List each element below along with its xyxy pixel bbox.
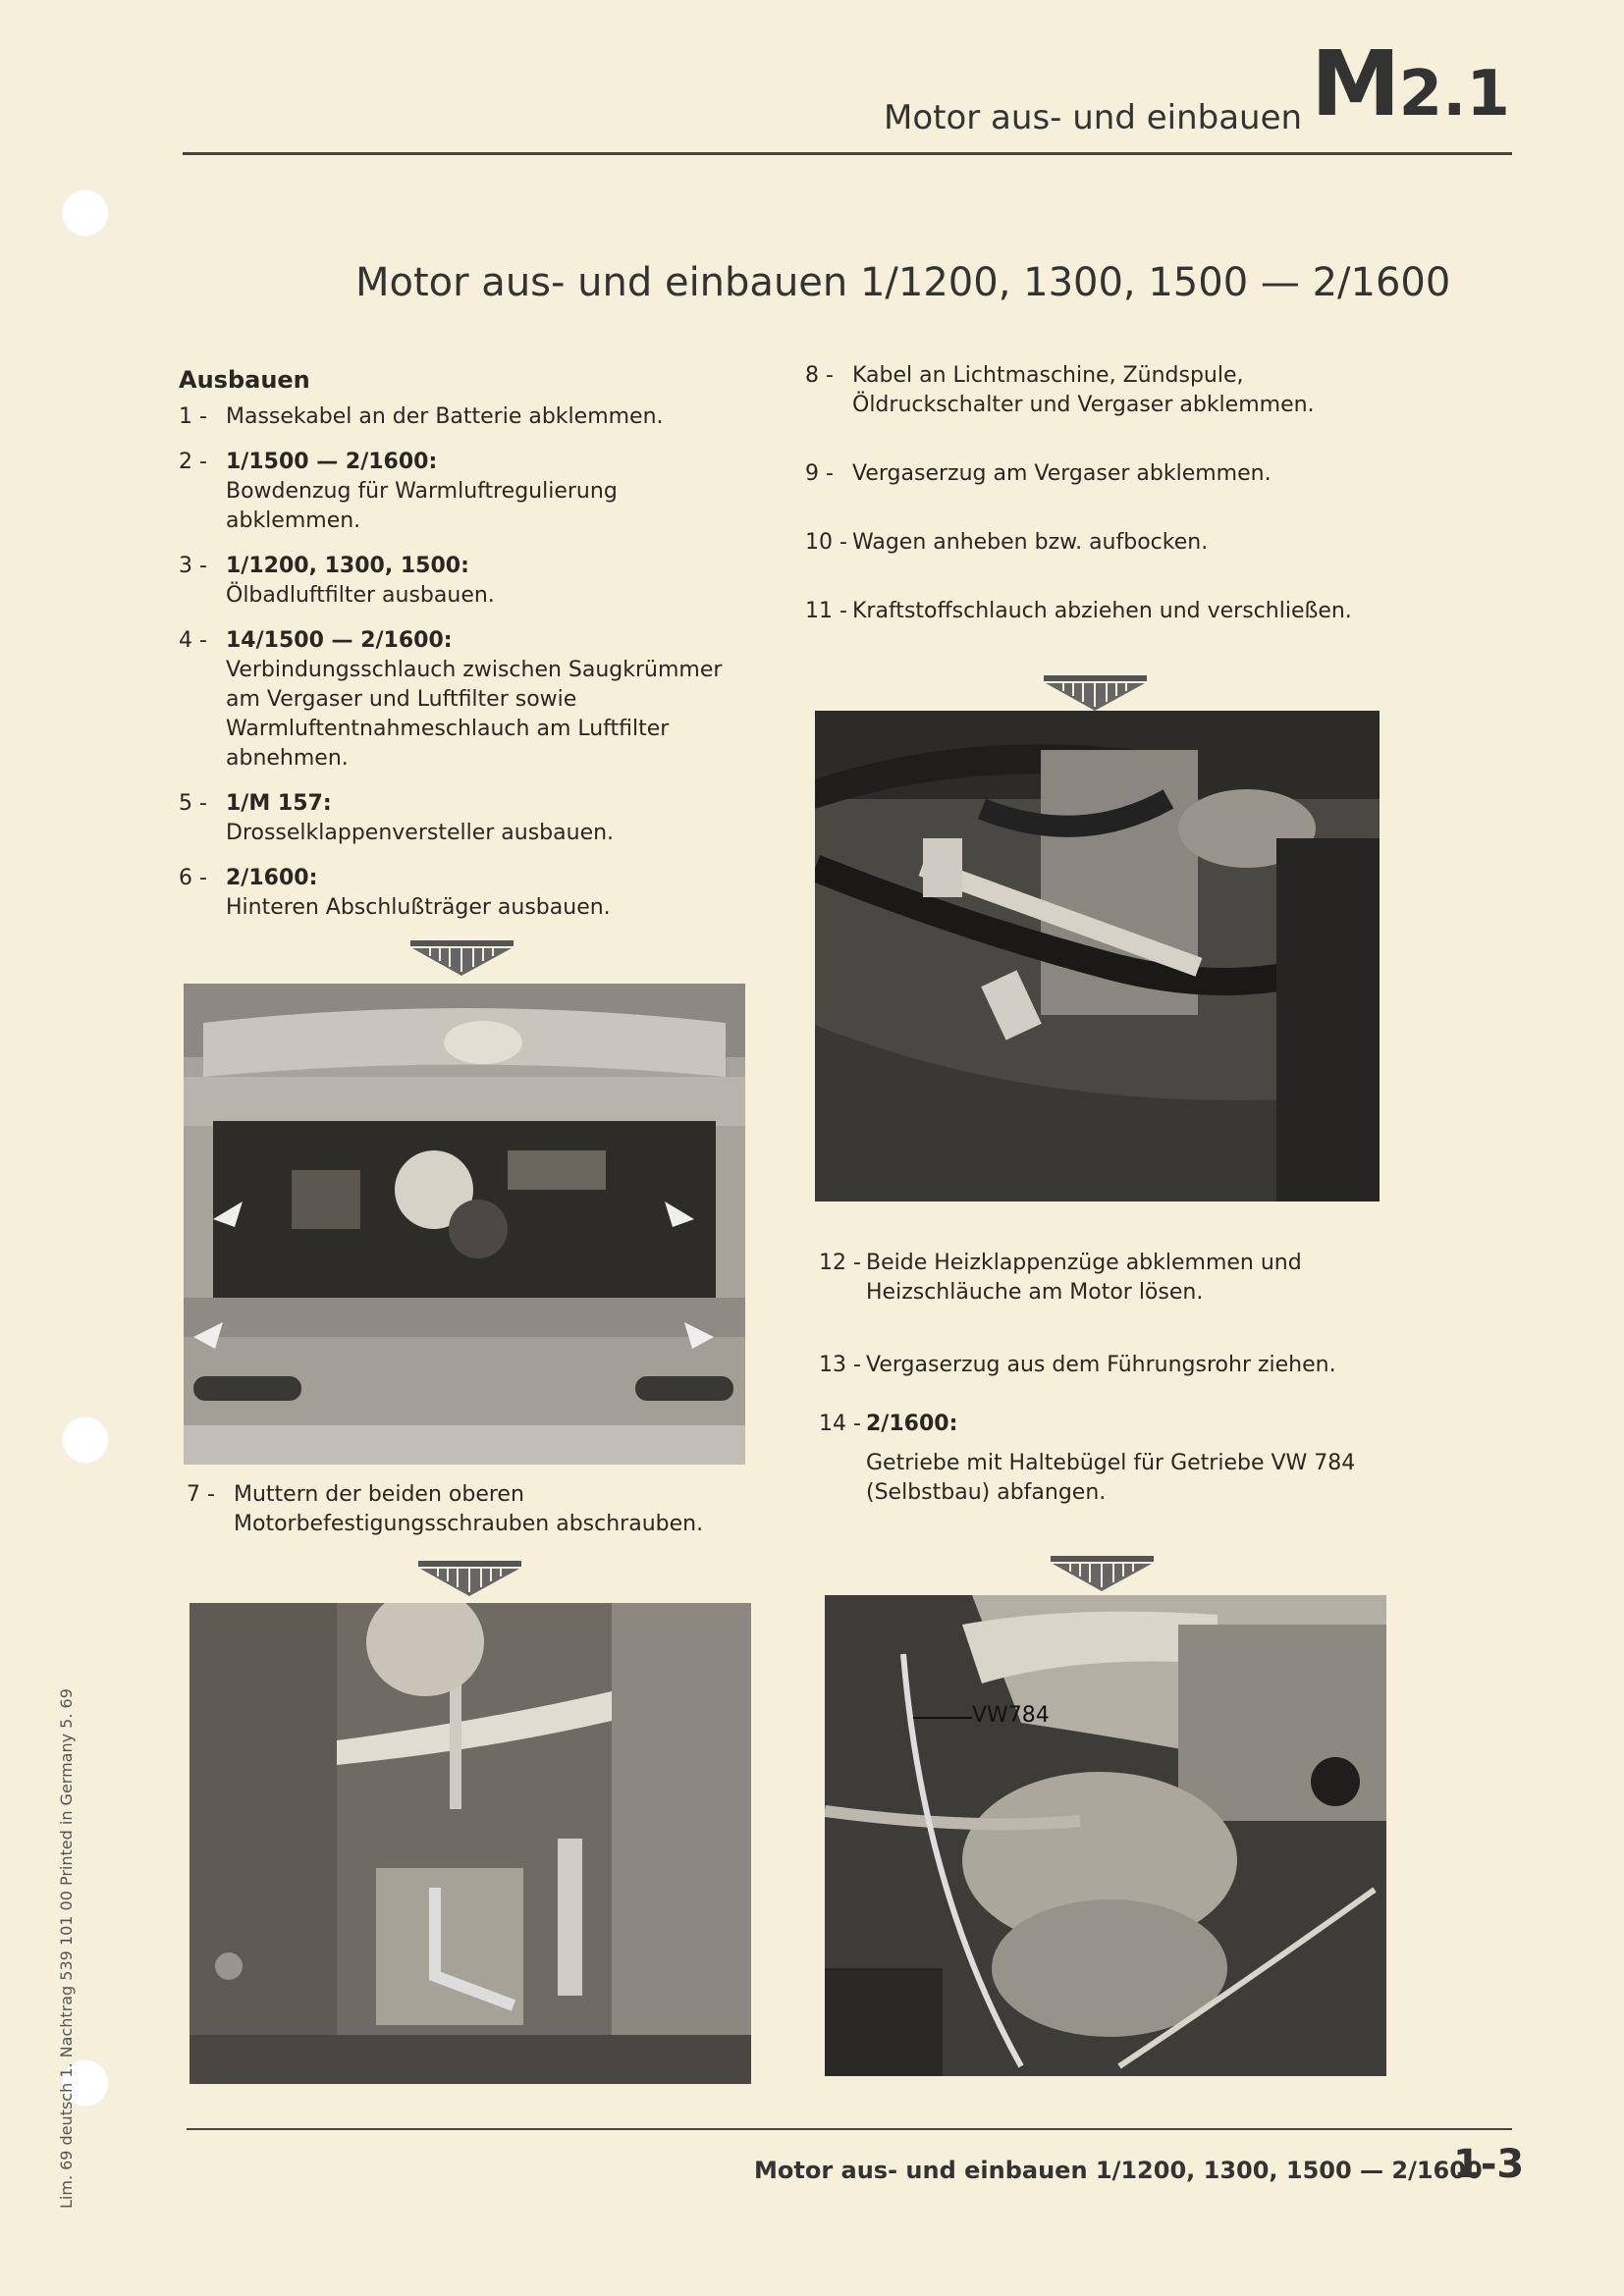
right-column [805, 361, 1380, 642]
figure-label: VW784 [972, 1703, 1050, 1728]
down-arrow-icon [1044, 675, 1147, 711]
section-heading: Ausbauen [179, 366, 310, 394]
page-number: 1-3 [1453, 2142, 1525, 2187]
gearbox-support-photo [825, 1595, 1386, 2076]
binder-hole-middle [61, 1415, 110, 1465]
binder-hole-top [61, 188, 110, 238]
step-number: 9 - [805, 461, 834, 486]
step-13 [819, 1351, 1388, 1380]
step-number: 2 - [179, 450, 207, 474]
print-info: Lim. 69 deutsch 1. Nachtrag 539 101 00 Printed in Germany 5. 69 [57, 1688, 76, 2209]
step-number: 12 - [819, 1251, 861, 1275]
down-arrow-icon [418, 1561, 521, 1596]
step-number: 5 - [179, 791, 207, 816]
left-column-lower [187, 1480, 741, 1555]
motor-mount-photo [189, 1603, 751, 2084]
step-11 [805, 597, 1380, 626]
engine-compartment-photo [184, 984, 745, 1465]
step-6 [179, 864, 740, 923]
step-condition: 1/1500 — 2/1600: [226, 450, 438, 474]
step-2 [179, 448, 740, 536]
step-9 [805, 459, 1380, 489]
footer-title: Motor aus- und einbauen 1/1200, 1300, 1500 — 2/1600 [754, 2157, 1483, 2184]
step-text: Vergaserzug aus dem Führungsrohr ziehen. [866, 1353, 1336, 1377]
section-code-number: 2.1 [1398, 58, 1510, 131]
right-column-middle [819, 1249, 1388, 1523]
step-7 [187, 1480, 741, 1539]
step-number: 4 - [179, 628, 207, 653]
step-number: 7 - [187, 1482, 215, 1507]
header-rule [183, 152, 1512, 155]
fuel-hose-photo [815, 711, 1380, 1201]
step-number: 3 - [179, 554, 207, 578]
step-text: Massekabel an der Batterie abklemmen. [226, 404, 664, 429]
step-8 [805, 361, 1380, 420]
step-number: 8 - [805, 363, 834, 388]
step-number: 10 - [805, 530, 847, 555]
down-arrow-icon [1051, 1556, 1154, 1591]
step-5 [179, 789, 740, 848]
section-code [1311, 31, 1510, 136]
step-condition: 1/M 157: [226, 791, 332, 816]
step-condition: 14/1500 — 2/1600: [226, 628, 453, 653]
step-number: 1 - [179, 404, 207, 429]
step-text: Vergaserzug am Vergaser abklemmen. [852, 461, 1272, 486]
step-number: 11 - [805, 599, 847, 623]
header-title: Motor aus- und einbauen [884, 98, 1303, 137]
step-1 [179, 402, 740, 432]
left-column [179, 365, 740, 938]
step-4 [179, 626, 740, 774]
step-text: Beide Heizklappenzüge abklemmen und Heizschläuche am Motor lösen. [866, 1251, 1302, 1305]
step-text: Muttern der beiden oberen Motorbefestigungsschrauben abschrauben. [234, 1482, 704, 1536]
step-number: 13 - [819, 1353, 861, 1377]
page-title: Motor aus- und einbauen 1/1200, 1300, 1500 — 2/1600 [355, 260, 1451, 305]
step-text: Ölbadluftfilter ausbauen. [226, 583, 495, 608]
step-text: Verbindungsschlauch zwischen Saugkrümmer am Vergaser und Luftfilter sowie Warmluftentnahmeschlauch am Luftfilter abnehmen. [226, 658, 723, 771]
step-text: Wagen anheben bzw. aufbocken. [852, 530, 1209, 555]
step-text: Kabel an Lichtmaschine, Zündspule, Öldruckschalter und Vergaser abklemmen. [852, 363, 1315, 417]
step-text: Bowdenzug für Warmluftregulierung abklemmen. [226, 479, 618, 533]
step-12 [819, 1249, 1388, 1308]
step-text: Getriebe mit Haltebügel für Getriebe VW 784 (Selbstbau) abfangen. [866, 1451, 1356, 1505]
section-code-letter: M [1311, 31, 1399, 136]
step-text: Drosselklappenversteller ausbauen. [226, 821, 615, 845]
step-condition: 2/1600: [866, 1412, 958, 1436]
step-number: 14 - [819, 1412, 861, 1436]
step-condition: 2/1600: [226, 866, 318, 890]
step-text: Hinteren Abschlußträger ausbauen. [226, 895, 611, 920]
down-arrow-icon [410, 940, 514, 976]
step-number: 6 - [179, 866, 207, 890]
step-10 [805, 528, 1380, 558]
step-14 [819, 1410, 1388, 1508]
step-3 [179, 552, 740, 611]
step-text: Kraftstoffschlauch abziehen und verschließen. [852, 599, 1352, 623]
step-condition: 1/1200, 1300, 1500: [226, 554, 469, 578]
footer-rule [187, 2128, 1512, 2130]
